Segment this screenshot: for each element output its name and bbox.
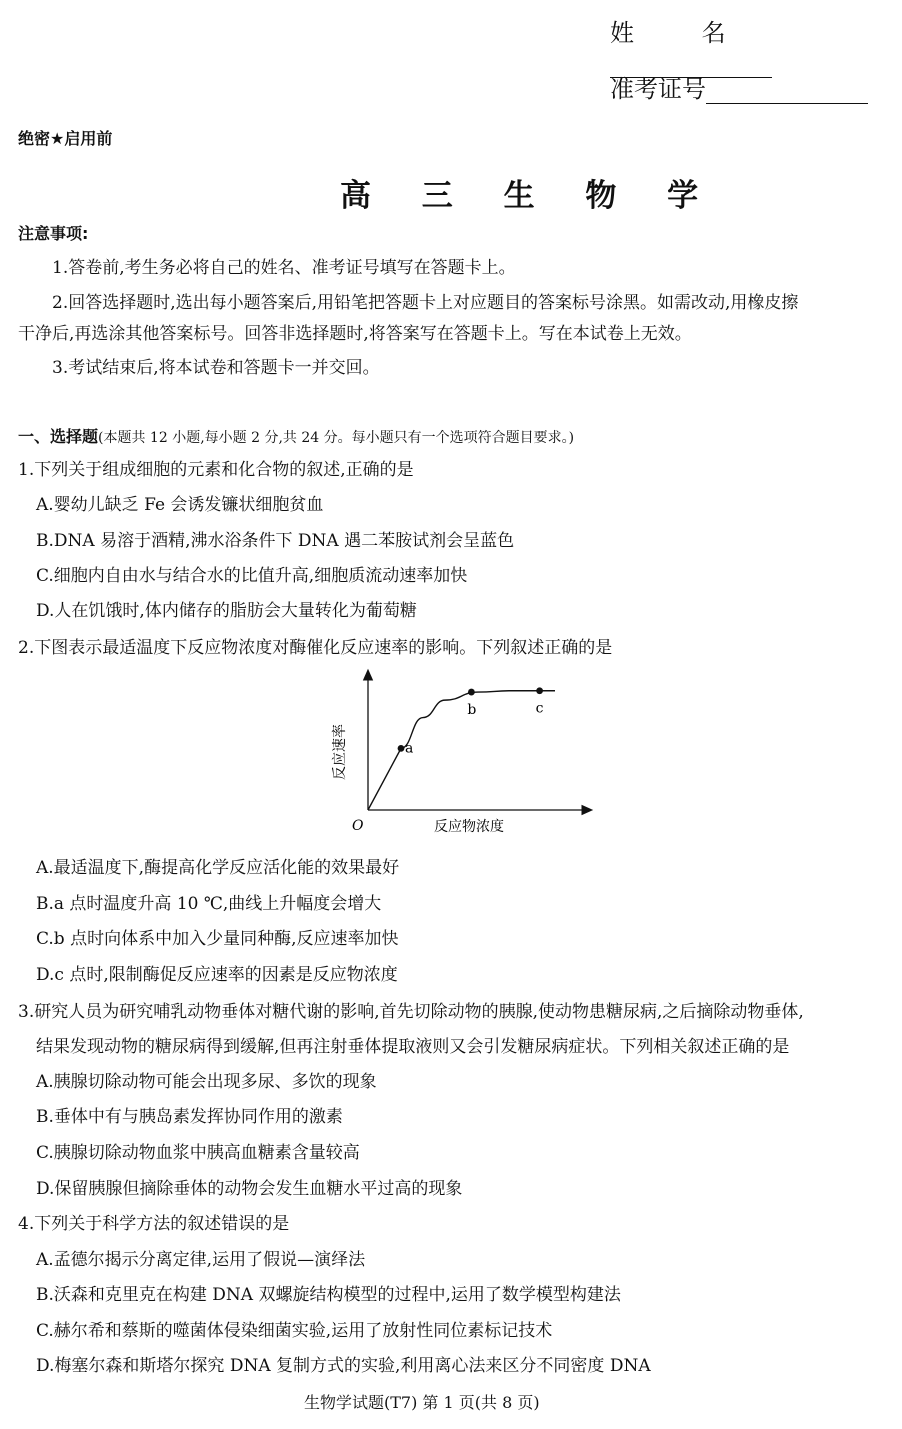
origin-label: O	[352, 818, 364, 834]
section-title: 一、选择题	[18, 427, 99, 446]
q4-option-c: C.赫尔希和蔡斯的噬菌体侵染细菌实验,运用了放射性同位素标记技术	[36, 1321, 553, 1341]
point-label-a: a	[405, 740, 414, 757]
y-axis-label: 反应速率	[332, 724, 348, 780]
point-b	[468, 689, 475, 696]
point-label-b: b	[467, 702, 477, 719]
page-title: 高 三 生 物 学	[340, 178, 719, 214]
notice-heading: 注意事项:	[18, 224, 89, 243]
secrecy-mark: 绝密★启用前	[18, 129, 113, 148]
x-axis-label: 反应物浓度	[434, 819, 504, 835]
point-a	[398, 745, 405, 752]
q2-option-d: D.c 点时,限制酶促反应速率的因素是反应物浓度	[36, 965, 398, 985]
q2-stem: 2.下图表示最适温度下反应物浓度对酶催化反应速率的影响。下列叙述正确的是	[18, 638, 613, 658]
name-field	[610, 18, 902, 78]
q4-option-a: A.孟德尔揭示分离定律,运用了假说—演绎法	[36, 1250, 366, 1270]
enzyme-rate-chart	[330, 668, 600, 840]
q4-option-b: B.沃森和克里克在构建 DNA 双螺旋结构模型的过程中,运用了数学模型构建法	[36, 1285, 621, 1305]
q4-option-d: D.梅塞尔森和斯塔尔探究 DNA 复制方式的实验,利用离心法来区分不同密度 DNA	[36, 1356, 651, 1376]
point-c	[536, 687, 543, 694]
q3-stem-line2: 结果发现动物的糖尿病得到缓解,但再注射垂体提取液则又会引发糖尿病症状。下列相关叙述正确的是	[36, 1037, 790, 1057]
exam-id-label: 准考证号	[610, 75, 706, 103]
exam-id-blank[interactable]	[706, 77, 868, 104]
q3-option-c: C.胰腺切除动物血浆中胰高血糖素含量较高	[36, 1143, 360, 1163]
q3-option-d: D.保留胰腺但摘除垂体的动物会发生血糖水平过高的现象	[36, 1179, 463, 1199]
name-label: 姓 名	[610, 19, 756, 47]
q1-option-b: B.DNA 易溶于酒精,沸水浴条件下 DNA 遇二苯胺试剂会呈蓝色	[36, 531, 515, 551]
q4-stem: 4.下列关于科学方法的叙述错误的是	[18, 1214, 290, 1234]
exam-id-field	[610, 74, 868, 104]
point-label-c: c	[535, 700, 544, 717]
section-heading	[18, 427, 574, 448]
q3-option-b: B.垂体中有与胰岛素发挥协同作用的激素	[36, 1107, 343, 1127]
q2-option-b: B.a 点时温度升高 10 ℃,曲线上升幅度会增大	[36, 894, 382, 914]
q1-stem: 1.下列关于组成细胞的元素和化合物的叙述,正确的是	[18, 460, 414, 480]
rate-curve	[368, 691, 555, 810]
notice-item: 干净后,再选涂其他答案标号。回答非选择题时,将答案写在答题卡上。写在本试卷上无效。	[18, 324, 692, 344]
section-desc: (本题共 12 小题,每小题 2 分,共 24 分。每小题只有一个选项符合题目要求。)	[98, 430, 575, 446]
q3-option-a: A.胰腺切除动物可能会出现多尿、多饮的现象	[36, 1072, 377, 1092]
q3-stem-line1: 3.研究人员为研究哺乳动物垂体对糖代谢的影响,首先切除动物的胰腺,使动物患糖尿病,之后摘除动物垂体,	[18, 1002, 804, 1022]
q1-option-c: C.细胞内自由水与结合水的比值升高,细胞质流动速率加快	[36, 566, 468, 586]
q1-option-a: A.婴幼儿缺乏 Fe 会诱发镰状细胞贫血	[36, 495, 324, 515]
q2-option-a: A.最适温度下,酶提高化学反应活化能的效果最好	[36, 858, 400, 878]
notice-item: 3.考试结束后,将本试卷和答题卡一并交回。	[52, 358, 380, 378]
notice-item: 1.答卷前,考生务必将自己的姓名、准考证号填写在答题卡上。	[52, 258, 516, 278]
notice-item: 2.回答选择题时,选出每小题答案后,用铅笔把答题卡上对应题目的答案标号涂黑。如需改动,用橡皮擦	[52, 293, 799, 313]
q1-option-d: D.人在饥饿时,体内储存的脂肪会大量转化为葡萄糖	[36, 601, 417, 621]
page-footer: 生物学试题(T7) 第 1 页(共 8 页)	[304, 1393, 540, 1412]
q2-option-c: C.b 点时向体系中加入少量同种酶,反应速率加快	[36, 929, 399, 949]
